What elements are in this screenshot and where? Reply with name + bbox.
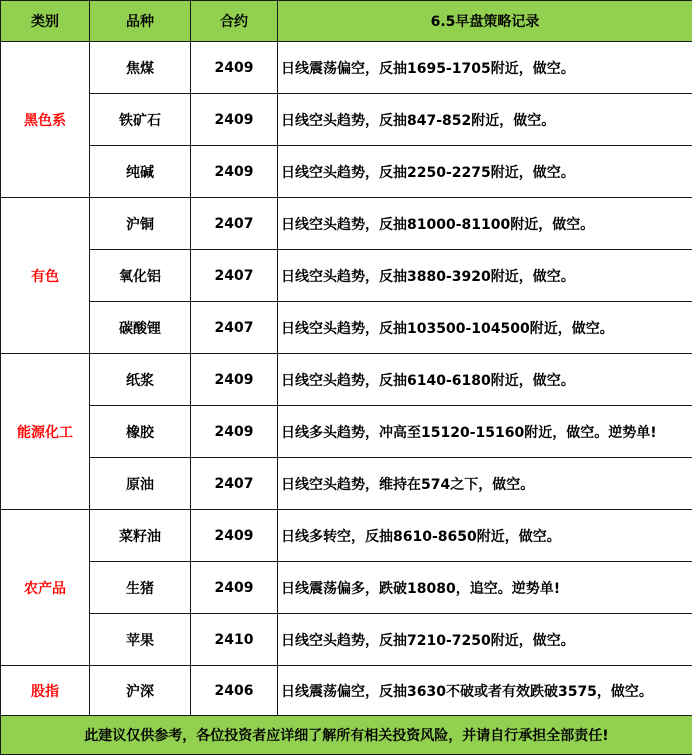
strategy-cell: 日线多头趋势，冲高至15120-15160附近，做空。逆势单! (278, 406, 692, 458)
strategy-cell: 日线空头趋势，反抽103500-104500附近，做空。 (278, 302, 692, 354)
table-row (1, 94, 692, 146)
product-cell: 沪铜 (90, 198, 191, 250)
product-cell: 纯碱 (90, 146, 191, 198)
table-row (1, 250, 692, 302)
header-row (1, 1, 692, 42)
table-row (1, 354, 692, 406)
table-row (1, 198, 692, 250)
product-cell: 菜籽油 (90, 510, 191, 562)
product-cell: 生猪 (90, 562, 191, 614)
contract-cell: 2407 (191, 250, 278, 302)
table-row (1, 666, 692, 716)
contract-cell: 2409 (191, 354, 278, 406)
category-cell: 能源化工 (1, 354, 90, 510)
strategy-cell: 日线空头趋势，反抽847-852附近，做空。 (278, 94, 692, 146)
table-body (1, 42, 692, 716)
strategy-cell: 日线震荡偏空，反抽1695-1705附近，做空。 (278, 42, 692, 94)
disclaimer: 此建议仅供参考，各位投资者应详细了解所有相关投资风险，并请自行承担全部责任! (1, 716, 692, 755)
product-cell: 氧化铝 (90, 250, 191, 302)
strategy-cell: 日线震荡偏空，反抽3630不破或者有效跌破3575，做空。 (278, 666, 692, 716)
table-row (1, 614, 692, 666)
product-cell: 沪深 (90, 666, 191, 716)
product-cell: 碳酸锂 (90, 302, 191, 354)
table-row (1, 406, 692, 458)
table-row (1, 562, 692, 614)
contract-cell: 2407 (191, 302, 278, 354)
table-row (1, 302, 692, 354)
table-row (1, 458, 692, 510)
contract-cell: 2409 (191, 406, 278, 458)
header-product: 品种 (90, 1, 191, 42)
strategy-cell: 日线空头趋势，反抽6140-6180附近，做空。 (278, 354, 692, 406)
category-cell: 黑色系 (1, 42, 90, 198)
table-row (1, 42, 692, 94)
footer-row (1, 716, 692, 755)
product-cell: 原油 (90, 458, 191, 510)
strategy-cell: 日线空头趋势，反抽2250-2275附近，做空。 (278, 146, 692, 198)
strategy-cell: 日线空头趋势，反抽81000-81100附近，做空。 (278, 198, 692, 250)
product-cell: 苹果 (90, 614, 191, 666)
header-contract: 合约 (191, 1, 278, 42)
strategy-cell: 日线空头趋势，反抽7210-7250附近，做空。 (278, 614, 692, 666)
product-cell: 铁矿石 (90, 94, 191, 146)
category-cell: 农产品 (1, 510, 90, 666)
category-cell: 有色 (1, 198, 90, 354)
contract-cell: 2407 (191, 198, 278, 250)
contract-cell: 2410 (191, 614, 278, 666)
product-cell: 纸浆 (90, 354, 191, 406)
strategy-cell: 日线空头趋势，维持在574之下，做空。 (278, 458, 692, 510)
strategy-cell: 日线多转空，反抽8610-8650附近，做空。 (278, 510, 692, 562)
strategy-cell: 日线震荡偏多，跌破18080，追空。逆势单! (278, 562, 692, 614)
contract-cell: 2409 (191, 42, 278, 94)
category-cell: 股指 (1, 666, 90, 716)
product-cell: 焦煤 (90, 42, 191, 94)
contract-cell: 2409 (191, 510, 278, 562)
table-row (1, 146, 692, 198)
table-row (1, 510, 692, 562)
contract-cell: 2409 (191, 94, 278, 146)
strategy-cell: 日线空头趋势，反抽3880-3920附近，做空。 (278, 250, 692, 302)
contract-cell: 2406 (191, 666, 278, 716)
header-strategy: 6.5早盘策略记录 (278, 1, 692, 42)
contract-cell: 2407 (191, 458, 278, 510)
contract-cell: 2409 (191, 146, 278, 198)
contract-cell: 2409 (191, 562, 278, 614)
header-category: 类别 (1, 1, 90, 42)
product-cell: 橡胶 (90, 406, 191, 458)
